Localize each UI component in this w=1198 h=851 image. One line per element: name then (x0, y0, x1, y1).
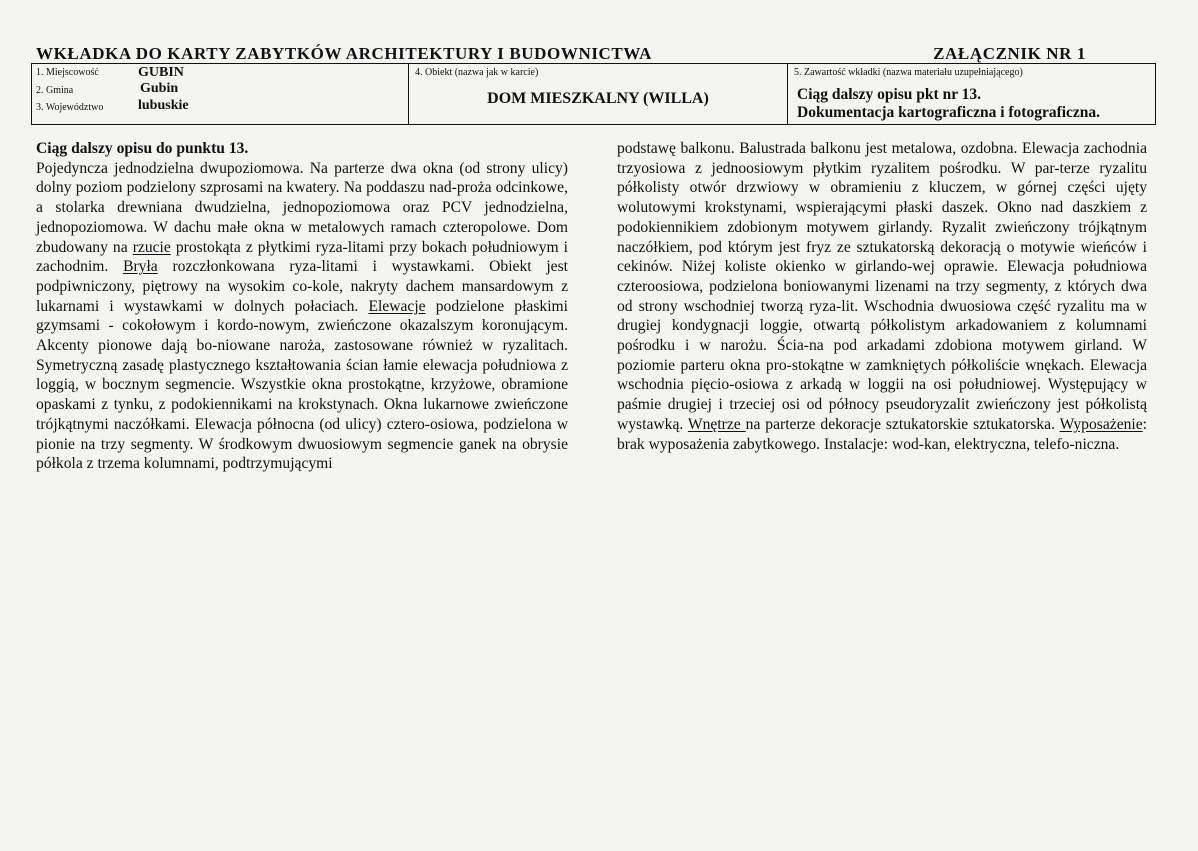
term-rzucie: rzucie (132, 238, 171, 256)
object-cell (409, 64, 788, 124)
description-right-column (617, 139, 1147, 454)
contents-value (797, 86, 1100, 122)
term-wyposazenie: Wyposażenie (1059, 415, 1143, 433)
location-cell (32, 64, 409, 124)
commune-value: Gubin (140, 81, 179, 96)
contents-label: 5. Zawartość wkładki (nazwa materiału uzupełniającego) (794, 67, 1023, 78)
object-name: DOM MIESZKALNY (WILLA) (487, 90, 709, 107)
annex-label: ZAŁĄCZNIK NR 1 (933, 44, 1086, 63)
term-wnetrze: Wnętrze (687, 415, 746, 433)
object-label: 4. Obiekt (nazwa jak w karcie) (415, 67, 539, 78)
description-paragraph-right: podstawę balkonu. Balustrada balkonu jest metalowa, ozdobna. Elewacja zachodnia trzyosiowa z jednoosiowym płytkim ryzalitem pośrodku. W par-terze ryzalitu półkolisty otwór drzwiowy w obramieniu z kluczem, w górnej części ujęty wolutowymi krokstynami, wspierającymi płaski daszek. Okno nad daszkiem z podokiennikiem zdobionym motywem girlandy. Ryzalit zwieńczony trójkątnym naczółkiem, pod którym jest fryz ze sztukatorską dekoracją o motywie wieńców i cekinów. Niżej koliste okienko w girlando-wej oprawie. Elewacja południowa czteroosiowa, podzielona boniowanymi lizenami na trzy segmenty, z których dwa od strony wschodniej tworzą ryza-lit. Wschodnia dwuosiowa część ryzalitu ma w drugiej kondygnacji loggie, otwartą półkolistym arkadowaniem z kolumnami pośrodku i w narożu. Ścia-na pod arkadami zdobiona motywem girland. W poziomie parteru okna pro-stokątne w zamkniętych półkoliście wnękach. Elewacja wschodnia pięcio-osiowa z arkadą w loggii na osi południowej. Występujący w paśmie drugiej i trzeciej osi od północy pseudoryzalit zwieńczony jest półkolistą wystawką. Wnętrze na parterze dekoracje sztukatorskie sztukatorska. Wyposażenie: brak wyposażenia zabytkowego. Instalacje: wod-kan, elektryczna, telefo-niczna. (617, 140, 1148, 453)
voivodeship-value: lubuskie (138, 98, 189, 113)
term-elewacje: Elewacje (368, 297, 426, 315)
form-title: WKŁADKA DO KARTY ZABYTKÓW ARCHITEKTURY I BUDOWNICTWA (36, 44, 652, 63)
locality-value: GUBIN (138, 65, 184, 80)
commune-label: 2. Gmina (36, 85, 74, 96)
term-bryla: Bryła (123, 258, 158, 276)
section-heading: Ciąg dalszy opisu do punktu 13. (36, 140, 249, 157)
description-left-column (36, 139, 568, 474)
contents-line-2: Dokumentacja kartograficzna i fotograficzna. (797, 104, 1101, 121)
header-table (31, 63, 1156, 125)
locality-label: 1. Miejscowość (36, 67, 99, 78)
contents-cell (788, 64, 1155, 124)
voivodeship-label: 3. Województwo (36, 102, 104, 113)
contents-line-1: Ciąg dalszy opisu pkt nr 13. (797, 86, 982, 103)
description-paragraph-left: Pojedyncza jednodzielna dwupoziomowa. Na parterze dwa okna (od strony ulicy) dolny poziom podzielony szprosami na kwatery. Na poddaszu nad-proża odcinkowe, a stolarka drewniana dwudzielna, jednopoziomowa oraz PCV jednodzielna, jednopoziomowa. W dachu małe okna w metalowych ramach czteropolowe. Dom zbudowany na rzucie prostokąta z płytkimi ryza-litami przy bokach południowym i zachodnim. Bryła rozczłonkowana ryza-litami i wystawkami. Obiekt jest podpiwniczony, piętrowy na wysokim co-kole, nakryty dachem mansardowym z lukarnami i wystawkami w dolnych połaciach. Elewacje podzielone płaskimi gzymsami - cokołowym i kordo-nowym, zwieńczone okazalszym koronującym. Akcenty pionowe dają bo-niowane naroża, zastosowane również w ryzalitach. Symetryczną zasadę plastycznego kształtowania ścian łamie elewacja południowa z loggią, w bocznym segmencie. Wszystkie okna prostokątne, krzyżowe, obramione opaskami z tynku, z podokiennikami na krokstynach. Okna lukarnowe zwieńczone trójkątnymi naczółkami. Elewacja północna (od ulicy) cztero-osiowa, podzielona w pionie na trzy segmenty. W środkowym dwuosiowym segmencie ganek na obrysie półkola z trzema kolumnami, podtrzymującymi (36, 159, 569, 473)
